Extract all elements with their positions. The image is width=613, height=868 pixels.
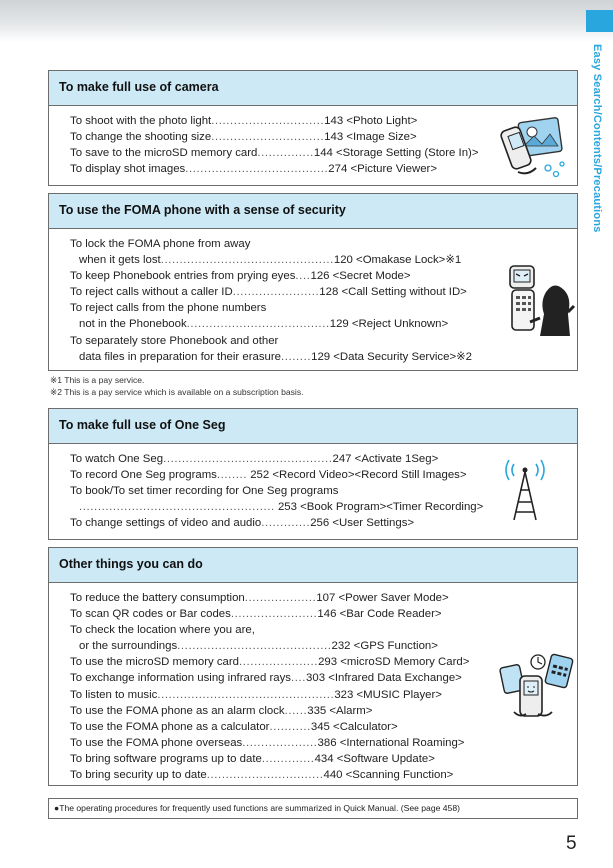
list-item: To reduce the battery consumption...................107 <Power Saver Mode> (70, 592, 449, 604)
list-item: To separately store Phonebook and other (70, 334, 279, 347)
list-item: or the surroundings.........................................232 <GPS Function> (79, 640, 438, 653)
security-phone-illustration (500, 262, 576, 342)
section-one-seg (48, 408, 578, 540)
section-security (48, 193, 578, 371)
list-item: To shoot with the photo light..............................143 <Photo Light> (70, 115, 418, 127)
side-tab-marker (586, 10, 613, 32)
section-title: To make full use of One Seg (49, 409, 577, 444)
list-item: To lock the FOMA phone from away (70, 238, 251, 250)
section-title: To use the FOMA phone with a sense of security (49, 194, 577, 229)
list-item: To reject calls from the phone numbers (70, 302, 267, 315)
list-item: To use the microSD memory card.....................293 <microSD Memory Card> (70, 656, 470, 669)
top-banner (0, 0, 613, 42)
section-title: Other things you can do (49, 548, 577, 583)
row-list (49, 444, 577, 531)
list-item: To use the FOMA phone as a calculator...........345 <Calculator> (70, 720, 398, 733)
section-title: To make full use of camera (49, 71, 577, 106)
list-item: To listen to music...............................................323 <MUSIC Player> (70, 688, 442, 701)
list-item: To reject calls without a caller ID.......................128 <Call Setting without ID> (70, 286, 467, 299)
phones-calculator-illustration (498, 652, 576, 722)
quick-manual-note: ●The operating procedures for frequently used functions are summarized in Quick Manual. (See page 458) (48, 798, 578, 819)
list-item: To scan QR codes or Bar codes.......................146 <Bar Code Reader> (70, 608, 442, 621)
row-list (49, 106, 577, 177)
list-item: To bring security up to date...............................440 <Scanning Function> (70, 769, 454, 782)
list-item: To bring software programs up to date..............434 <Software Update> (70, 752, 435, 765)
footnote-1: ※1 This is a pay service. (50, 375, 145, 385)
list-item: To save to the microSD memory card...............144 <Storage Setting (Store In)> (70, 147, 479, 160)
camera-phone-illustration (500, 116, 570, 182)
list-item: when it gets lost..............................................120 <Omakase Lock>※1 (79, 254, 462, 267)
list-item: not in the Phonebook......................................129 <Reject Unknown> (79, 318, 449, 331)
list-item: To exchange information using infrared rays....303 <Infrared Data Exchange> (70, 672, 462, 685)
list-item: To change settings of video and audio.............256 <User Settings> (70, 517, 415, 530)
list-item: To use the FOMA phone as an alarm clock......335 <Alarm> (70, 704, 373, 717)
list-item: To check the location where you are, (70, 624, 255, 637)
list-item: To keep Phonebook entries from prying eyes....126 <Secret Mode> (70, 270, 411, 283)
list-item: To change the shooting size..............................143 <Image Size> (70, 131, 417, 144)
list-item: To book/To set timer recording for One Seg programs (70, 485, 339, 498)
list-item: To use the FOMA phone overseas....................386 <International Roaming> (70, 736, 465, 749)
page-number: 5 (566, 833, 577, 854)
list-item: To display shot images......................................274 <Picture Viewer> (70, 163, 437, 176)
footnote-2: ※2 This is a pay service which is available on a subscription basis. (50, 387, 304, 397)
list-item: data files in preparation for their erasure........129 <Data Security Service>※2 (79, 350, 472, 363)
broadcast-tower-illustration (500, 456, 550, 522)
list-item: To record One Seg programs........ 252 <Record Video><Record Still Images> (70, 469, 467, 482)
side-index-label: Easy Search/Contents/Precautions (591, 44, 603, 233)
list-item: .................................................... 253 <Book Program><Timer Recording> (79, 501, 484, 514)
list-item: To watch One Seg.............................................247 <Activate 1Seg> (70, 453, 439, 465)
section-camera (48, 70, 578, 186)
row-list (49, 229, 577, 365)
